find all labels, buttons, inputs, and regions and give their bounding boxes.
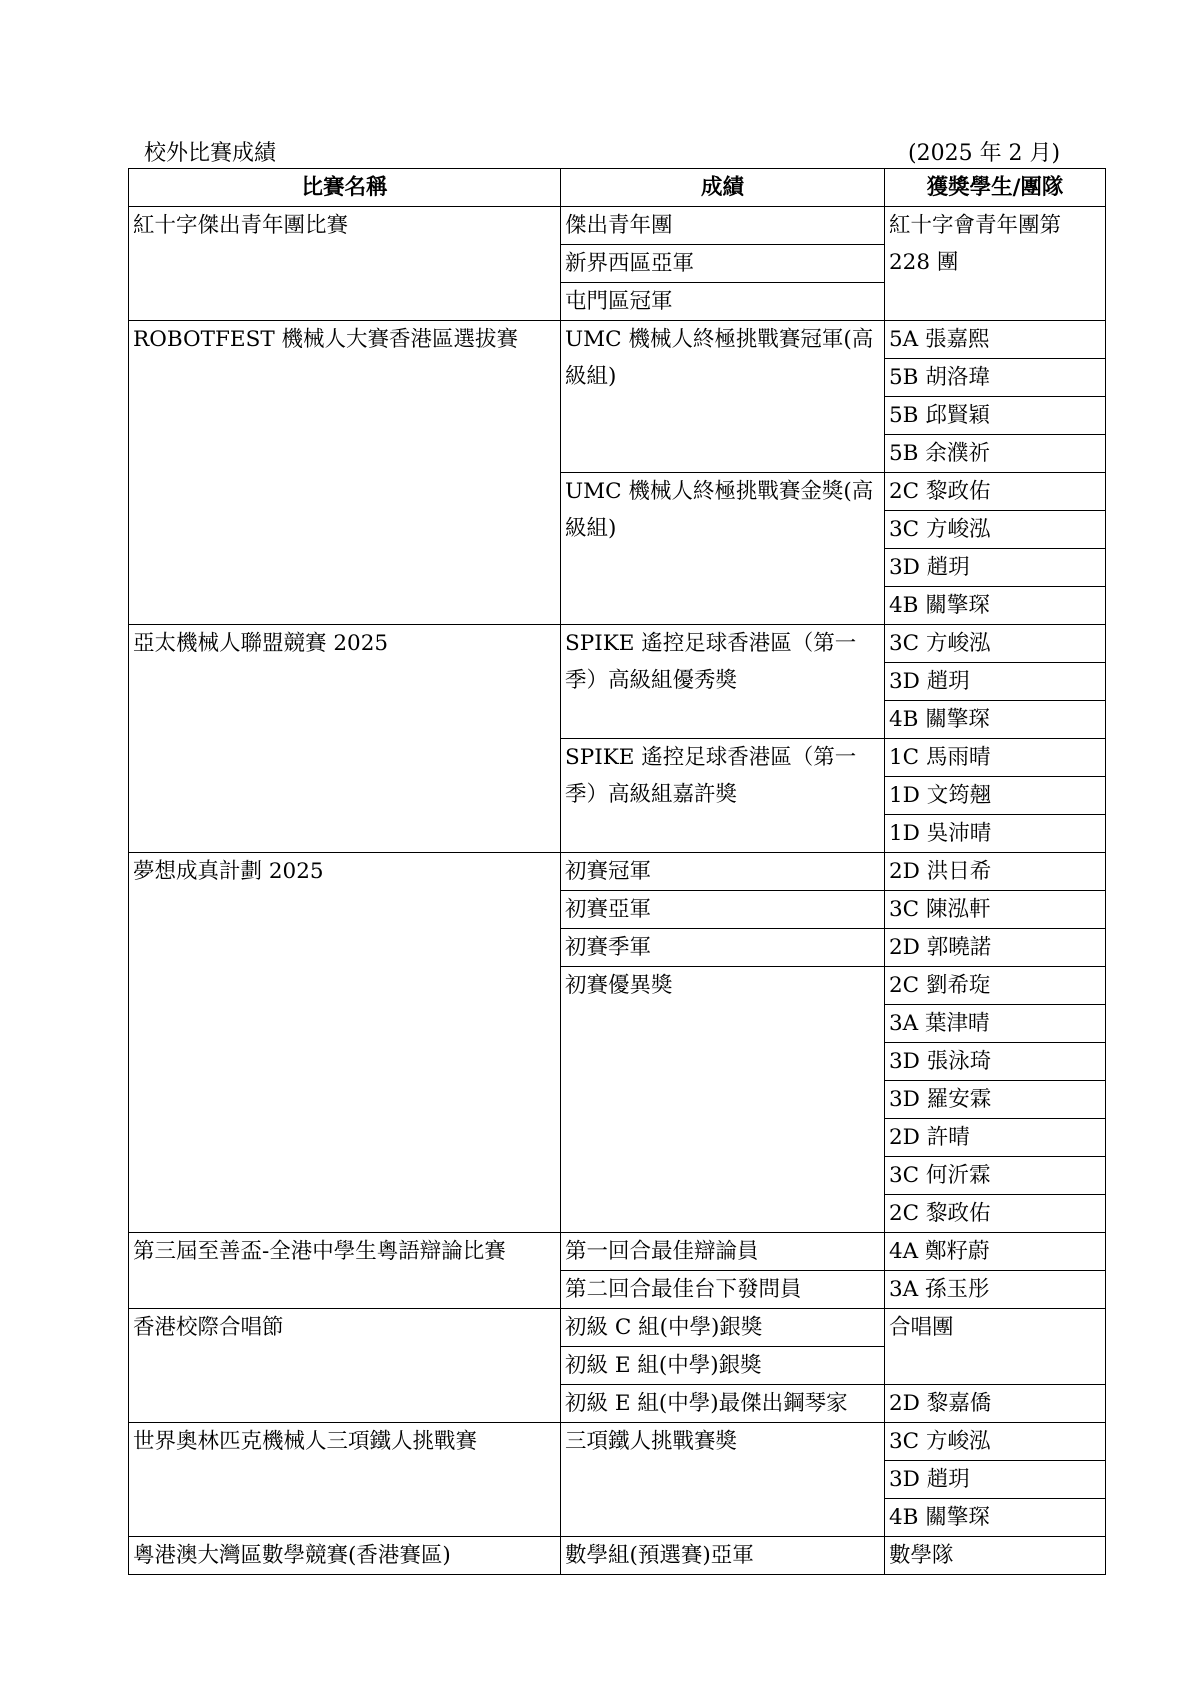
page-title: 校外比賽成績: [144, 141, 277, 166]
student-cell: 4A 鄭籽蔚: [885, 1233, 1106, 1271]
result-cell: 初級 E 組(中學)銀獎: [561, 1347, 885, 1385]
column-header: 成績: [561, 169, 885, 207]
student-cell: 2C 劉希琁: [885, 967, 1106, 1005]
student-cell: 1D 文筠翹: [885, 777, 1106, 815]
student-cell: 4B 關擎琛: [885, 1499, 1106, 1537]
results-table: [128, 168, 1106, 1575]
student-cell: 3D 羅安霖: [885, 1081, 1106, 1119]
student-cell: 3C 方峻泓: [885, 511, 1106, 549]
student-cell: 3C 方峻泓: [885, 625, 1106, 663]
result-cell: 初級 E 組(中學)最傑出鋼琴家: [561, 1385, 885, 1423]
student-cell: 3A 孫玉彤: [885, 1271, 1106, 1309]
result-cell: 初級 C 組(中學)銀獎: [561, 1309, 885, 1347]
result-cell: SPIKE 遙控足球香港區（第一季）高級組優秀獎: [561, 625, 885, 739]
student-cell: 3D 趙玥: [885, 549, 1106, 587]
student-cell: 5B 邱賢穎: [885, 397, 1106, 435]
result-cell: 初賽季軍: [561, 929, 885, 967]
result-cell: 新界西區亞軍: [561, 245, 885, 283]
winner-cell: 紅十字會青年團第 228 團: [885, 207, 1106, 321]
competition-cell: 亞太機械人聯盟競賽 2025: [129, 625, 561, 853]
winner-cell: 合唱團: [885, 1309, 1106, 1385]
result-cell: 第二回合最佳台下發問員: [561, 1271, 885, 1309]
student-cell: 3A 葉津晴: [885, 1005, 1106, 1043]
table-row: [129, 1537, 1106, 1575]
result-cell: 屯門區冠軍: [561, 283, 885, 321]
student-cell: 2C 黎政佑: [885, 1195, 1106, 1233]
student-cell: 5A 張嘉熙: [885, 321, 1106, 359]
result-cell: 初賽優異獎: [561, 967, 885, 1233]
result-cell: 三項鐵人挑戰賽獎: [561, 1423, 885, 1537]
student-cell: 1D 吳沛晴: [885, 815, 1106, 853]
result-cell: 第一回合最佳辯論員: [561, 1233, 885, 1271]
table-row: [129, 1309, 1106, 1347]
competition-cell: 世界奧林匹克機械人三項鐵人挑戰賽: [129, 1423, 561, 1537]
student-cell: 4B 關擎琛: [885, 587, 1106, 625]
result-cell: SPIKE 遙控足球香港區（第一季）高級組嘉許獎: [561, 739, 885, 853]
result-cell: 初賽冠軍: [561, 853, 885, 891]
column-header: 比賽名稱: [129, 169, 561, 207]
student-cell: 2D 許晴: [885, 1119, 1106, 1157]
student-cell: 1C 馬雨晴: [885, 739, 1106, 777]
table-row: [129, 207, 1106, 245]
competition-cell: 香港校際合唱節: [129, 1309, 561, 1423]
competition-cell: 粵港澳大灣區數學競賽(香港賽區): [129, 1537, 561, 1575]
student-cell: 2D 郭曉諾: [885, 929, 1106, 967]
table-row: [129, 625, 1106, 663]
result-cell: 初賽亞軍: [561, 891, 885, 929]
student-cell: 2C 黎政佑: [885, 473, 1106, 511]
student-cell: 3D 張泳琦: [885, 1043, 1106, 1081]
result-cell: UMC 機械人終極挑戰賽金獎(高級組): [561, 473, 885, 625]
report-date: (2025 年 2 月): [908, 141, 1061, 166]
student-cell: 5B 余濮祈: [885, 435, 1106, 473]
winner-cell: 數學隊: [885, 1537, 1106, 1575]
student-cell: 2D 洪日希: [885, 853, 1106, 891]
student-cell: 5B 胡洛瑋: [885, 359, 1106, 397]
student-cell: 4B 關擎琛: [885, 701, 1106, 739]
competition-cell: ROBOTFEST 機械人大賽香港區選拔賽: [129, 321, 561, 625]
student-cell: 3C 何沂霖: [885, 1157, 1106, 1195]
column-header: 獲獎學生/團隊: [885, 169, 1106, 207]
student-cell: 3D 趙玥: [885, 1461, 1106, 1499]
result-cell: 傑出青年團: [561, 207, 885, 245]
student-cell: 3C 陳泓軒: [885, 891, 1106, 929]
competition-cell: 第三屆至善盃-全港中學生粵語辯論比賽: [129, 1233, 561, 1309]
result-cell: UMC 機械人終極挑戰賽冠軍(高級組): [561, 321, 885, 473]
result-cell: 數學組(預選賽)亞軍: [561, 1537, 885, 1575]
table-row: [129, 1233, 1106, 1271]
table-row: [129, 853, 1106, 891]
student-cell: 3C 方峻泓: [885, 1423, 1106, 1461]
competition-cell: 夢想成真計劃 2025: [129, 853, 561, 1233]
student-cell: 3D 趙玥: [885, 663, 1106, 701]
student-cell: 2D 黎嘉僑: [885, 1385, 1106, 1423]
competition-cell: 紅十字傑出青年團比賽: [129, 207, 561, 321]
table-row: [129, 1423, 1106, 1461]
table-row: [129, 321, 1106, 359]
table-header-row: [129, 169, 1106, 207]
